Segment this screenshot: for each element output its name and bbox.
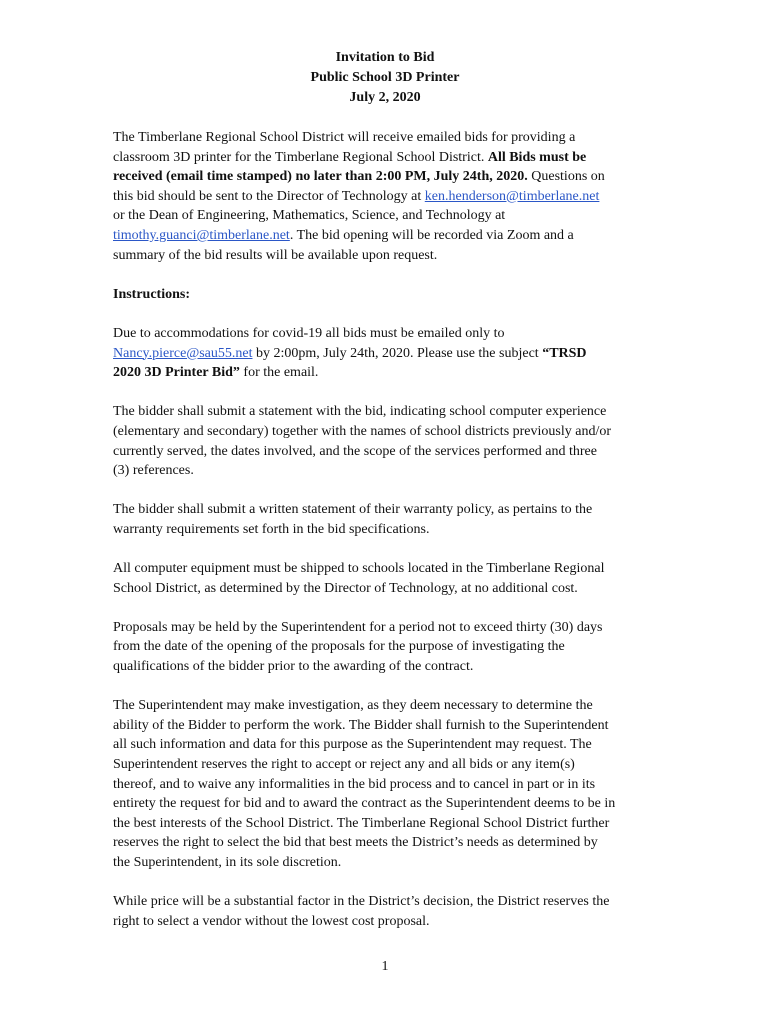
text-line: from the date of the opening of the proposals for the purpose of investigating the <box>113 639 565 655</box>
warranty-paragraph <box>113 500 661 539</box>
intro-paragraph <box>113 128 661 265</box>
text-run: . The bid opening will be recorded via Zoom and a <box>289 227 574 243</box>
text-line <box>113 226 661 246</box>
deadline-bold-text: received (email time stamped) no later than 2:00 PM, July 24th, 2020. <box>113 169 528 185</box>
text-line: The bidder shall submit a written statement of their warranty policy, as pertains to the <box>113 502 593 518</box>
text-line: currently served, the dates involved, and the scope of the services performed and three <box>113 443 597 459</box>
text-run: classroom 3D printer for the Timberlane Regional School District. <box>113 149 488 165</box>
text-line: warranty requirements set forth in the bid specifications. <box>113 521 430 537</box>
text-line: While price will be a substantial factor in the District’s decision, the District reserves the <box>113 894 610 910</box>
deadline-bold-text: All Bids must be <box>487 149 587 165</box>
text-line: All computer equipment must be shipped to schools located in the Timberlane Regional <box>113 561 605 577</box>
text-run: Questions on <box>527 169 605 185</box>
text-line: Proposals may be held by the Superintendent for a period not to exceed thirty (30) days <box>113 619 603 635</box>
proposal-hold-paragraph <box>113 618 661 677</box>
document-title: Invitation to Bid <box>335 50 435 65</box>
text-line <box>113 187 661 207</box>
text-line: Superintendent reserves the right to accept or reject any and all bids or any item(s) <box>113 757 575 772</box>
text-line: entirety the request for bid and to award the contract as the Superintendent deems to be in <box>113 796 616 812</box>
text-line <box>113 363 661 383</box>
shipping-paragraph <box>113 559 661 598</box>
text-line: The bidder shall submit a statement with the bid, indicating school computer experience <box>113 404 607 420</box>
text-line: the Superintendent, in its sole discretion. <box>113 854 342 870</box>
text-line: The Timberlane Regional School District will receive emailed bids for providing a <box>113 130 576 145</box>
text-line <box>113 148 661 168</box>
investigation-paragraph <box>113 696 661 872</box>
text-line: or the Dean of Engineering, Mathematics, Science, and Technology at <box>113 208 506 224</box>
price-paragraph <box>113 892 661 931</box>
text-line: (3) references. <box>113 463 194 479</box>
email-link-director[interactable]: ken.henderson@timberlane.net <box>424 188 600 204</box>
text-line: the best interests of the School District. The Timberlane Regional School District further <box>113 815 610 831</box>
text-line: right to select a vendor without the lowest cost proposal. <box>113 913 430 929</box>
instructions-heading: Instructions: <box>113 286 191 302</box>
text-line: summary of the bid results will be available upon request. <box>113 247 438 263</box>
submission-paragraph <box>113 324 661 383</box>
document-subtitle: Public School 3D Printer <box>310 70 460 85</box>
text-line: all such information and data for this purpose as the Superintendent may request. The <box>113 737 592 753</box>
document-body <box>113 128 661 951</box>
text-line: ability of the Bidder to perform the work. The Bidder shall furnish to the Superintendent <box>113 717 609 733</box>
subject-bold-text: “TRSD <box>542 345 587 361</box>
text-line: qualifications of the bidder prior to the awarding of the contract. <box>113 659 474 675</box>
document-header <box>0 48 770 108</box>
email-link-submission[interactable]: Nancy.pierce@sau55.net <box>113 345 253 361</box>
text-run: by 2:00pm, July 24th, 2020. Please use the subject <box>252 345 543 361</box>
text-line: School District, as determined by the Director of Technology, at no additional cost. <box>113 580 578 596</box>
text-line: (elementary and secondary) together with the names of school districts previously and/or <box>113 423 612 439</box>
document-date: July 2, 2020 <box>349 90 421 105</box>
experience-paragraph <box>113 402 661 480</box>
text-line <box>113 344 661 364</box>
text-run: this bid should be sent to the Director of Technology at <box>113 188 425 204</box>
text-line: reserves the right to select the bid that best meets the District’s needs as determined by <box>113 835 598 851</box>
text-line: The Superintendent may make investigation, as they deem necessary to determine the <box>113 698 593 714</box>
text-run: for the email. <box>239 365 319 381</box>
text-line <box>113 167 661 187</box>
email-link-dean[interactable]: timothy.guanci@timberlane.net <box>113 227 290 243</box>
text-line: Due to accommodations for covid-19 all bids must be emailed only to <box>113 325 505 341</box>
page-number: 1 <box>381 959 389 974</box>
text-line: thereof, and to waive any informalities in the bid process and to cancel in part or in its <box>113 776 596 792</box>
subject-bold-text: 2020 3D Printer Bid” <box>113 365 240 381</box>
